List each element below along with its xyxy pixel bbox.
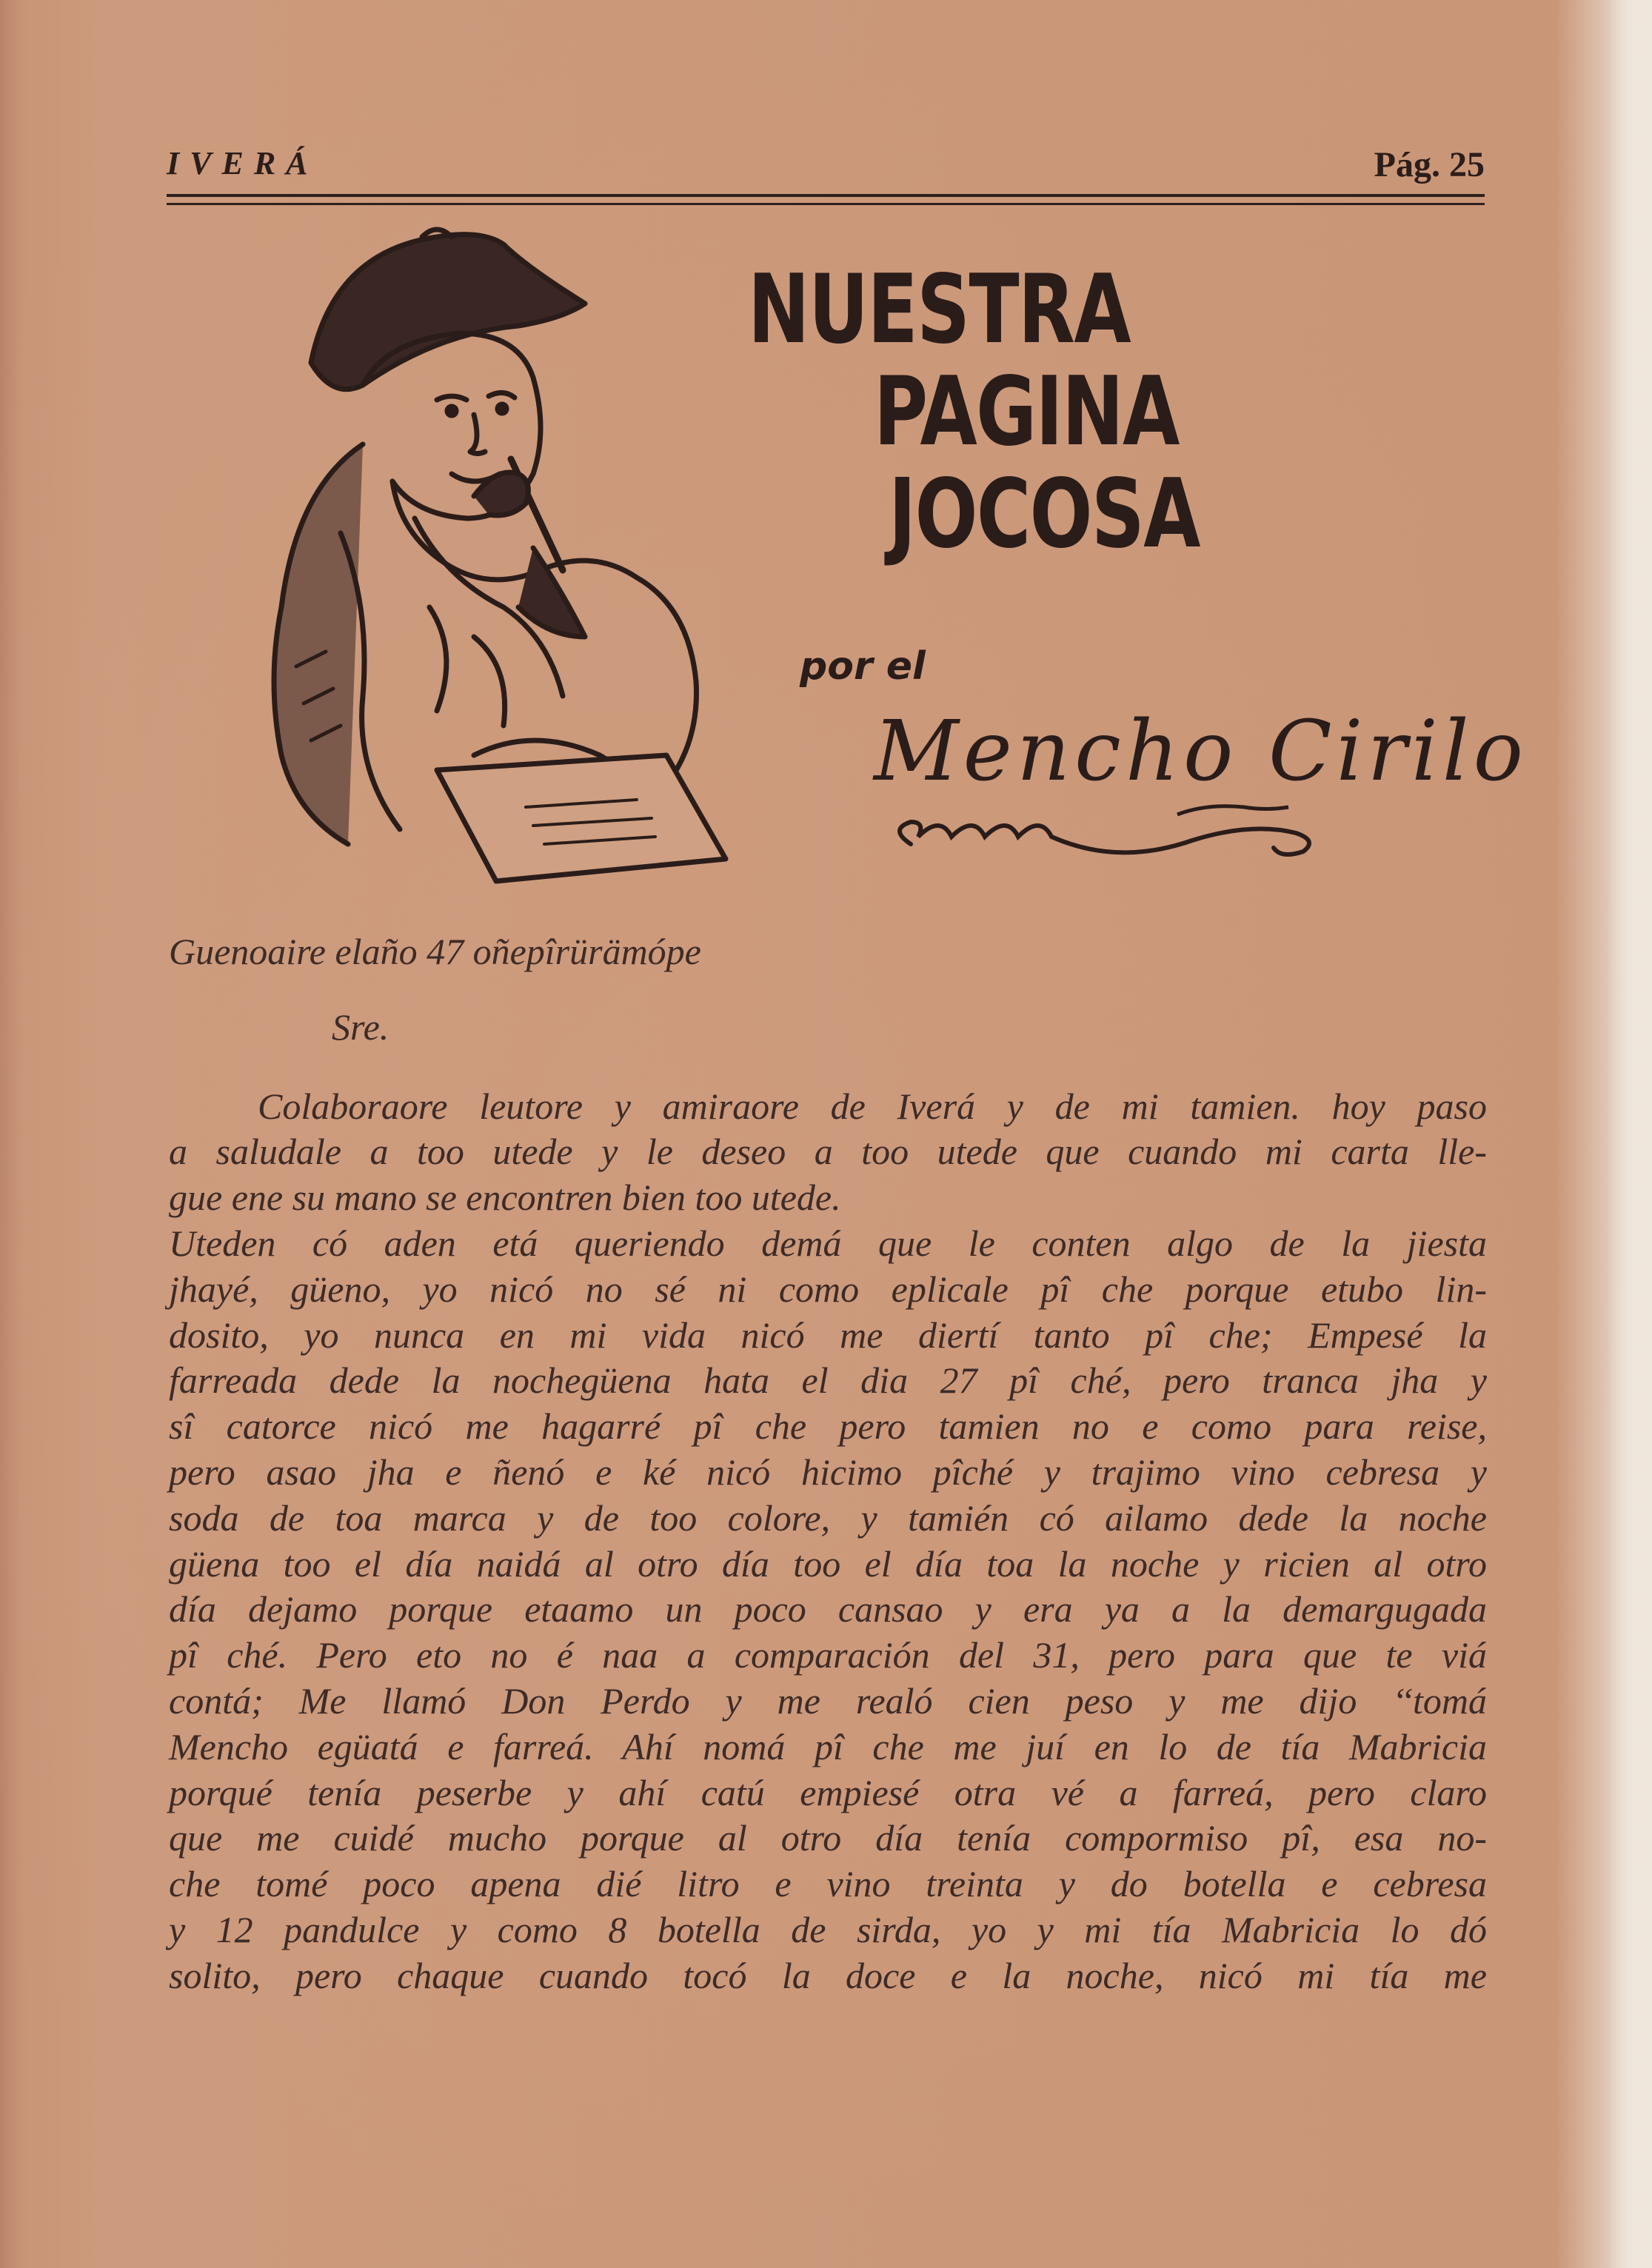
text-line: dosito, yo nunca en mi vida nicó me diertí tanto pî che; Empesé la [169,1314,1487,1356]
letter-body [169,929,1487,1999]
text-line: jhayé, güeno, yo nicó no sé ni como eplicale pî che porque etubo lin- [169,1268,1487,1310]
letter-salutation: Sre. [332,1006,389,1048]
text-line: Mencho egüatá e farreá. Ahí nomá pî che me juí en lo de tía Mabricia [169,1725,1487,1767]
magazine-name: IVERÁ [167,145,318,181]
signature-flourish [881,800,1355,881]
header-rule-bottom [167,203,1485,205]
title-line-3: JOCOSA [889,459,1200,569]
text-line: che tomé poco apena dié litro e vino treinta y do botella e cebresa [169,1863,1487,1905]
text-line: pero asao jha e ñenó e ké nicó hicimo pîché y trajimo vino cebresa y [169,1451,1487,1493]
text-line: pî ché. Pero eto no é naa a comparación del 31, pero para que te viá [169,1634,1487,1676]
writer-illustration [252,222,733,889]
text-line: gue ene su mano se encontren bien too utede. [169,1177,841,1219]
text-line: a saludale a too utede y le deseo a too utede que cuando mi carta lle- [169,1131,1487,1173]
text-line: día dejamo porque etaamo un poco cansao y era ya a la demargugada [169,1588,1487,1630]
paragraph-1 [169,1084,1487,1221]
text-line: porqué tenía peserbe y ahí catú empiesé otra vé a farreá, pero claro [169,1771,1487,1813]
text-line: güena too el día naidá al otro día too el día toa la noche y ricien al otro [169,1542,1487,1585]
letter-dateline: Guenoaire elaño 47 oñepîrürämópe [169,931,701,972]
text-line: solito, pero chaque cuando tocó la doce e la noche, nicó mi tía me [169,1954,1487,1996]
title-line-2: PAGINA [874,357,1179,467]
text-line: que me cuidé mucho porque al otro día tenía compormiso pî, esa no- [169,1817,1487,1859]
text-line: y 12 pandulce y como 8 botella de sirda, yo y mi tía Mabricia lo dó [169,1908,1487,1950]
page-header [167,141,1485,193]
byline: por el [800,644,926,689]
text-line: Colaboraore leutore y amiraore de Iverá y de mi tamien. hoy paso [258,1085,1487,1127]
text-line: farreada dede la nochegüena hata el dia 27 pî ché, pero tranca jha y [169,1359,1487,1402]
title-line-1: NUESTRA [748,255,1131,365]
text-line: contá; Me llamó Don Perdo y me realó cien peso y me dijo ‘‘tomá [169,1679,1487,1722]
paragraph-2 [169,1221,1487,1999]
text-line: soda de toa marca y de too colore, y tamién có ailamo dede la noche [169,1496,1487,1539]
page-number: Pág. 25 [1374,145,1485,184]
torn-page-edge [1608,0,1652,2268]
text-line: sî catorce nicó me hagarré pî che pero tamien no e como para reise, [169,1405,1487,1448]
text-line: Uteden có aden etá queriendo demá que le conten algo de la jiesta [169,1222,1487,1264]
header-rule-top [167,194,1485,197]
feature-title [748,255,1266,569]
author-signature: Mencho Cirilo [874,703,1528,800]
